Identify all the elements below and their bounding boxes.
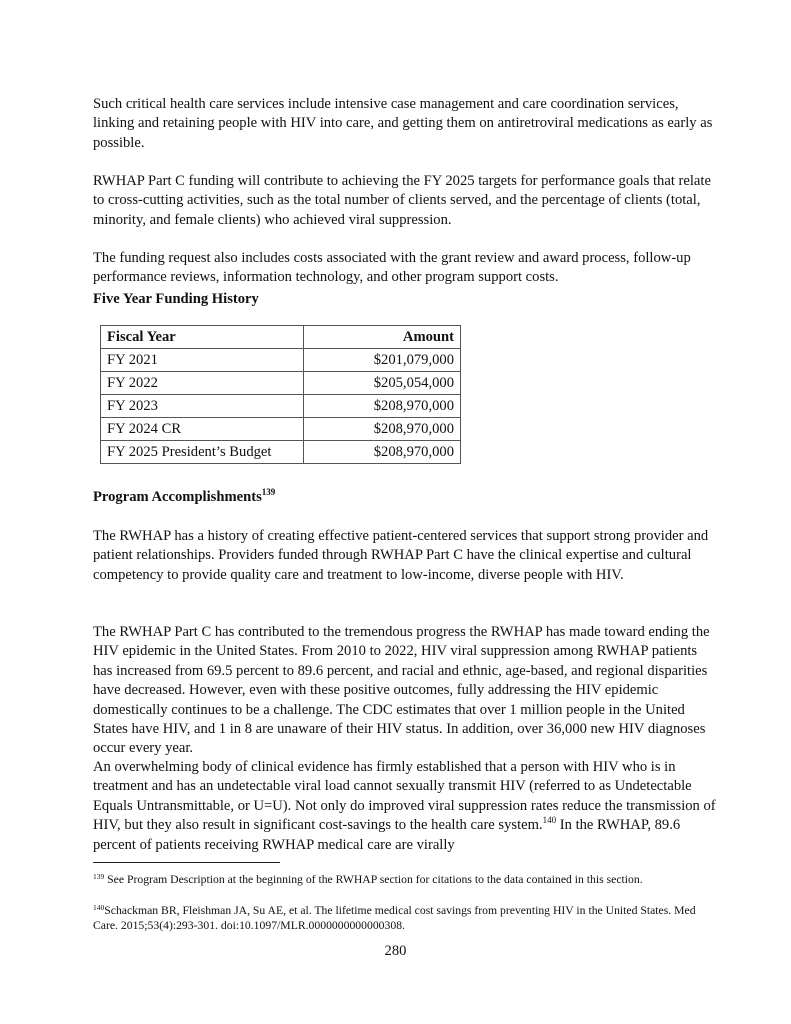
amount-cell: $208,970,000 xyxy=(304,418,461,441)
program-accomplishments-title: Program Accomplishments xyxy=(93,489,262,505)
amount-cell: $208,970,000 xyxy=(304,441,461,464)
fiscal-year-cell: FY 2021 xyxy=(101,349,304,372)
funding-history-table xyxy=(100,325,461,464)
fiscal-year-cell: FY 2025 President’s Budget xyxy=(101,441,304,464)
table-row xyxy=(101,418,461,441)
footnote-number: 140 xyxy=(93,903,105,912)
table-row xyxy=(101,372,461,395)
footnote-139 xyxy=(93,872,718,887)
intro-paragraph-3: The funding request also includes costs associated with the grant review and award process, follow-up performance reviews, information technology, and other program support costs. xyxy=(93,250,691,286)
page-number: 280 xyxy=(384,943,407,959)
amount-cell: $201,079,000 xyxy=(304,349,461,372)
table-row xyxy=(101,441,461,464)
column-header-amount: Amount xyxy=(304,326,461,349)
fiscal-year-cell: FY 2024 CR xyxy=(101,418,304,441)
intro-paragraph-1: Such critical health care services include intensive case management and care coordination services, linking and retaining people with HIV into care, and getting them on antiretroviral medications as early as possible. xyxy=(93,96,713,151)
footnote-text: See Program Description at the beginning of the RWHAP section for citations to the data contained in this section. xyxy=(104,873,643,886)
program-accomplishments-heading xyxy=(93,488,275,507)
fiscal-year-cell: FY 2023 xyxy=(101,395,304,418)
intro-paragraph-2: RWHAP Part C funding will contribute to achieving the FY 2025 targets for performance goals that relate to cross-cutting activities, such as the total number of clients served, and the percentage of clients (total, minority, and female clients) who achieved viral suppression. xyxy=(93,173,711,228)
paragraph-text: An overwhelming body of clinical evidence has firmly established that a person with HIV who is in treatment and has an undetectable viral load cannot sexually transmit HIV (referred to as Undetectable Equals Untransmittable, or U=U). Not only do improved viral suppression rates reduce the transmission of HIV, but they also result in significant cost-savings to the health care system. xyxy=(93,759,716,834)
footnote-140 xyxy=(93,903,718,933)
footnote-number: 139 xyxy=(93,872,105,881)
amount-cell: $205,054,000 xyxy=(304,372,461,395)
funding-history-heading: Five Year Funding History xyxy=(93,291,259,307)
accomplishments-paragraph-3 xyxy=(93,758,718,855)
paragraph-text-continued: In the RWHAP, 89.6 percent of patients receiving RWHAP medical care are virally xyxy=(93,817,681,853)
footnote-separator xyxy=(93,862,280,863)
footnote-ref-140[interactable]: 140 xyxy=(542,815,557,826)
fiscal-year-cell: FY 2022 xyxy=(101,372,304,395)
table-row xyxy=(101,349,461,372)
amount-cell: $208,970,000 xyxy=(304,395,461,418)
accomplishments-paragraph-2: The RWHAP Part C has contributed to the tremendous progress the RWHAP has made toward ending the HIV epidemic in the United States. From 2010 to 2022, HIV viral suppression among RWHAP patients has increased from 69.5 percent to 89.6 percent, and racial and ethnic, age-based, and regional disparities have decreased. However, even with these positive outcomes, fully addressing the HIV epidemic domestically continues to be a challenge. The CDC estimates that over 1 million people in the United States have HIV, and 1 in 8 are unaware of their HIV status. In addition, over 36,000 new HIV diagnoses occur every year. xyxy=(93,624,710,757)
table-header-row xyxy=(101,326,461,349)
accomplishments-paragraph-1: The RWHAP has a history of creating effective patient-centered services that support strong provider and patient relationships. Providers funded through RWHAP Part C have the clinical expertise and cultural competency to provide quality care and treatment to low-income, diverse people with HIV. xyxy=(93,528,709,583)
footnote-ref-139[interactable]: 139 xyxy=(261,487,276,497)
table-row xyxy=(101,395,461,418)
column-header-fiscal-year: Fiscal Year xyxy=(101,326,304,349)
footnote-text: Schackman BR, Fleishman JA, Su AE, et al. The lifetime medical cost savings from preventing HIV in the United States. Med Care. 2015;53(4):293-301. doi:10.1097/MLR.0000000000000308. xyxy=(93,904,696,932)
